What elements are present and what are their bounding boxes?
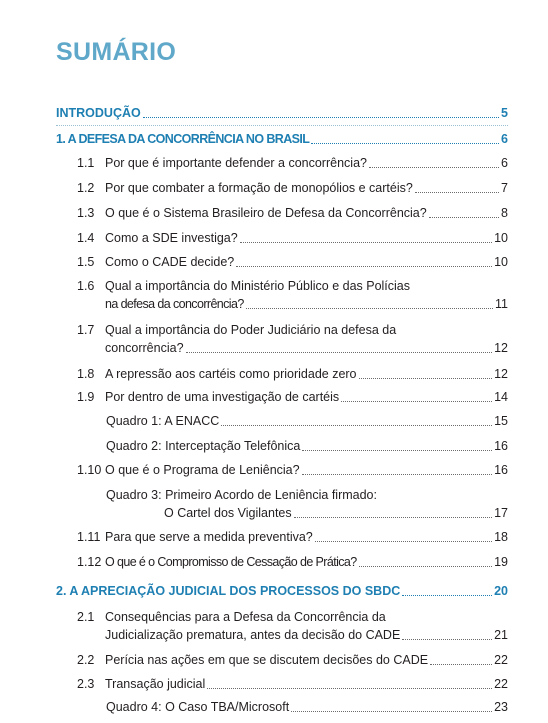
toc-leader-dots bbox=[402, 639, 492, 640]
toc-leader-dots bbox=[246, 308, 493, 309]
toc-entry-text: Quadro 1: A ENACC bbox=[106, 414, 220, 428]
toc-leader-dots bbox=[302, 474, 493, 475]
toc-entry-page: 16 bbox=[494, 439, 508, 453]
toc-entry-text: Quadro 3: Primeiro Acordo de Leniência firmado: bbox=[106, 488, 377, 502]
toc-entry-number: 1.4 bbox=[77, 231, 95, 245]
toc-leader-dots bbox=[359, 566, 492, 567]
toc-entry-text: O que é o Sistema Brasileiro de Defesa da Concorrência? bbox=[105, 206, 427, 220]
toc-entry-text-continued: concorrência? bbox=[105, 341, 184, 355]
page-title: SUMÁRIO bbox=[56, 38, 177, 66]
toc-entry-page: 8 bbox=[501, 206, 508, 220]
toc-entry-text: 2. A APRECIAÇÃO JUDICIAL DOS PROCESSOS DO SBDC bbox=[56, 584, 401, 598]
toc-entry-page: 6 bbox=[501, 156, 508, 170]
toc-leader-dots bbox=[341, 401, 492, 402]
toc-entry-text: Por dentro de uma investigação de cartéis bbox=[105, 390, 340, 404]
toc-entry-page: 7 bbox=[501, 181, 508, 195]
toc-leader-dots bbox=[415, 192, 499, 193]
toc-entry-number: 1.9 bbox=[77, 390, 95, 404]
toc-entry-page: 22 bbox=[494, 653, 508, 667]
toc-leader-dots bbox=[221, 425, 492, 426]
toc-entry-page: 23 bbox=[494, 700, 508, 714]
toc-entry-text: INTRODUÇÃO bbox=[56, 106, 141, 120]
toc-leader-dots bbox=[207, 688, 492, 689]
toc-entry-page: 18 bbox=[494, 530, 508, 544]
toc-entry-page: 17 bbox=[494, 506, 508, 520]
toc-entry-number: 1.11 bbox=[77, 530, 101, 544]
toc-leader-dots bbox=[291, 711, 492, 712]
toc-entry-text: Perícia nas ações em que se discutem decisões do CADE bbox=[105, 653, 429, 667]
toc-entry-text: Como a SDE investiga? bbox=[105, 231, 238, 245]
toc-leader-dots bbox=[402, 595, 492, 596]
toc-entry-text: Transação judicial bbox=[105, 677, 206, 691]
toc-entry-number: 2.3 bbox=[77, 677, 95, 691]
toc-entry-page: 11 bbox=[495, 297, 508, 311]
toc-leader-dots bbox=[311, 143, 499, 144]
toc-entry-text-continued: Judicialização prematura, antes da decisão do CADE bbox=[105, 628, 401, 642]
toc-leader-dots bbox=[359, 378, 493, 379]
toc-leader-dots bbox=[430, 664, 492, 665]
toc-leader-dots bbox=[315, 541, 492, 542]
toc-entry-number: 1.6 bbox=[77, 279, 95, 293]
toc-entry-page: 19 bbox=[494, 555, 508, 569]
toc-entry-number: 2.1 bbox=[77, 610, 95, 624]
toc-entry-page: 6 bbox=[501, 132, 508, 146]
toc-entry-text: Quadro 2: Interceptação Telefônica bbox=[106, 439, 301, 453]
toc-leader-dots bbox=[236, 266, 492, 267]
toc-entry-text: O que é o Compromisso de Cessação de Prática? bbox=[105, 555, 357, 569]
toc-entry-number: 2.2 bbox=[77, 653, 95, 667]
toc-entry-page: 14 bbox=[494, 390, 508, 404]
toc-entry-page: 16 bbox=[494, 463, 508, 477]
section-divider bbox=[56, 125, 508, 126]
toc-leader-dots bbox=[369, 167, 499, 168]
toc-entry-number: 1.10 bbox=[77, 463, 102, 477]
toc-entry-text-continued: na defesa da concorrência? bbox=[105, 297, 244, 311]
toc-leader-dots bbox=[240, 242, 492, 243]
toc-entry-page: 10 bbox=[494, 255, 508, 269]
toc-entry-text: Consequências para a Defesa da Concorrência da bbox=[105, 610, 386, 624]
toc-entry-text: O que é o Programa de Leniência? bbox=[105, 463, 300, 477]
toc-entry-page: 22 bbox=[494, 677, 508, 691]
toc-entry-text: Por que é importante defender a concorrência? bbox=[105, 156, 367, 170]
toc-leader-dots bbox=[143, 117, 499, 118]
toc-entry-text: Qual a importância do Ministério Público e das Polícias bbox=[105, 279, 411, 293]
toc-entry-text: Como o CADE decide? bbox=[105, 255, 235, 269]
toc-entry-text: 1. A DEFESA DA CONCORRÊNCIA NO BRASIL bbox=[56, 132, 310, 146]
toc-entry-number: 1.1 bbox=[77, 156, 95, 170]
toc-entry-number: 1.5 bbox=[77, 255, 95, 269]
toc-entry-page: 12 bbox=[494, 367, 508, 381]
toc-leader-dots bbox=[186, 352, 493, 353]
toc-entry-number: 1.7 bbox=[77, 323, 95, 337]
toc-entry-page: 10 bbox=[494, 231, 508, 245]
toc-entry-number: 1.3 bbox=[77, 206, 95, 220]
toc-entry-text: A repressão aos cartéis como prioridade zero bbox=[105, 367, 357, 381]
toc-entry-text: Por que combater a formação de monopólios e cartéis? bbox=[105, 181, 413, 195]
toc-entry-page: 20 bbox=[494, 584, 508, 598]
toc-entry-text-continued: O Cartel dos Vigilantes bbox=[164, 506, 292, 520]
toc-leader-dots bbox=[302, 450, 492, 451]
toc-entry-page: 12 bbox=[494, 341, 508, 355]
toc-entry-text: Para que serve a medida preventiva? bbox=[105, 530, 313, 544]
toc-entry-text: Quadro 4: O Caso TBA/Microsoft bbox=[106, 700, 290, 714]
toc-entry-number: 1.2 bbox=[77, 181, 95, 195]
toc-entry-text: Qual a importância do Poder Judiciário na defesa da bbox=[105, 323, 397, 337]
toc-entry-page: 15 bbox=[494, 414, 508, 428]
toc-leader-dots bbox=[429, 217, 499, 218]
toc-leader-dots bbox=[294, 517, 492, 518]
toc-entry-number: 1.12 bbox=[77, 555, 102, 569]
toc-entry-page: 5 bbox=[501, 106, 508, 120]
toc-entry-number: 1.8 bbox=[77, 367, 95, 381]
toc-entry-page: 21 bbox=[494, 628, 508, 642]
